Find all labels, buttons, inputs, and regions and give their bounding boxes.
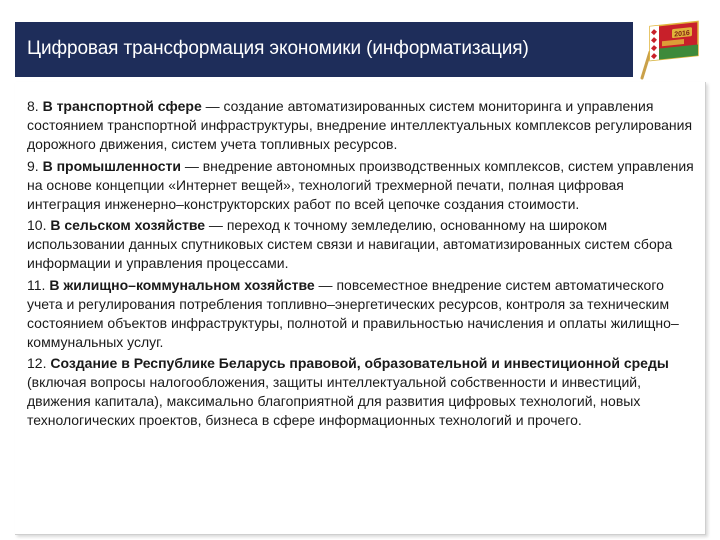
flag-emblem	[636, 14, 702, 84]
slide-title: Цифровая трансформация экономики (информатизация)	[27, 38, 529, 59]
belarus-flag-pin-icon	[636, 14, 702, 84]
item-number: 12.	[27, 355, 47, 372]
item-heading: В сельском хозяйстве	[50, 217, 206, 234]
item-number: 9.	[27, 157, 39, 174]
item-heading: В жилищно–коммунальном хозяйстве	[49, 276, 315, 293]
list-item	[27, 157, 699, 214]
content-panel	[15, 82, 706, 535]
item-text: — внедрение автономных производственных комплексов, систем управления на основе концепции «Интернет вещей», технологий трехмерной печати, полная цифровая интеграция инженерно–конструкторских работ по всей цепочке создания стоимости.	[27, 157, 694, 212]
item-heading: В транспортной сфере	[42, 98, 202, 114]
list-item	[27, 354, 699, 430]
flag-year-text: 2016	[674, 29, 690, 39]
item-text: — переход к точному земледелию, основанному на широком использовании данных спутниковых систем связи и навигации, автоматизированных систем сбора информации и управления процессами.	[27, 217, 673, 272]
list-item	[27, 97, 699, 154]
flag-pole	[642, 52, 650, 78]
item-text: — создание автоматизированных систем мониторинга и управления состоянием транспортной инфраструктуры, внедрение интеллектуальных комплексов регулирования дорожного движения, систем учета топливных ресурсов.	[27, 98, 693, 152]
item-text: (включая вопросы налогообложения, защиты интеллектуальной собственности и инвестиций, движения капитала), максимально благоприятной для развития цифровых технологий, новых технологических проектов, бизнеса в сфере информационных технологий и прочего.	[27, 374, 641, 429]
title-bar	[15, 22, 633, 77]
item-number: 8.	[27, 98, 39, 114]
item-list	[27, 97, 699, 433]
item-number: 10.	[27, 217, 47, 234]
item-number: 11.	[27, 276, 46, 293]
item-heading: В промышленности	[42, 157, 181, 174]
list-item	[27, 216, 699, 273]
item-heading: Создание в Республике Беларусь правовой, образовательной и инвестиционной среды	[50, 355, 669, 372]
item-text: — повсеместное внедрение систем автоматического учета и регулирования потребления топливно–энергетических ресурсов, контроля за техническим состоянием объектов инфраструктуры, полнотой и правильностью начисления и оплаты жилищно–коммунальных услуг.	[27, 276, 679, 350]
list-item	[27, 276, 699, 352]
